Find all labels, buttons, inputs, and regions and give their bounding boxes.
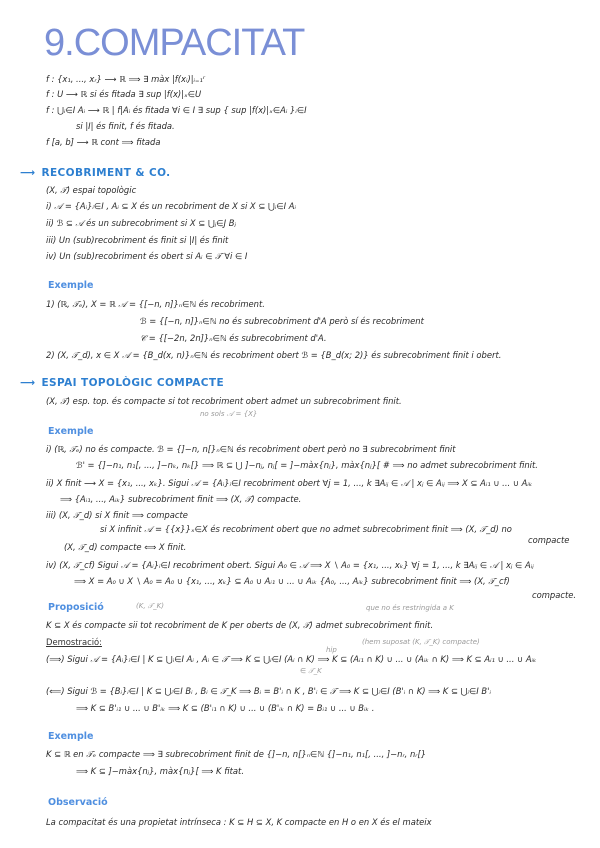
- observation-text: La compacitat és una propietat intrínseca : K ⊆ H ⊆ X, K compacte en H o en X és el mateix: [46, 817, 432, 827]
- example-line: si X infinit 𝒜 = {{x}}ₓ∈X és recobriment obert que no admet subrecobriment finit ⟹ (X, 𝒯_d) no: [100, 524, 512, 534]
- intro-line: si |I| és finit, f és fitada.: [76, 121, 175, 131]
- example-line: K ⊆ ℝ en 𝒯ₑ compacte ⟹ ∃ subrecobriment finit de {]−n, n[}ₙ∈ℕ {]−n₁, n₁[, ..., ]−nᵣ, nᵣ[}: [46, 749, 427, 759]
- example-line: compacte.: [532, 590, 577, 600]
- example-line: 1) (ℝ, 𝒯ₑ), X = ℝ 𝒜 = {[−n, n]}ₙ∈ℕ és recobriment.: [46, 299, 265, 309]
- example-line: (X, 𝒯_d) compacte ⟺ X finit.: [64, 542, 187, 552]
- example-line: ⟹ X = A₀ ∪ X ∖ A₀ = A₀ ∪ {x₁, ..., xₖ} ⊆ A₀ ∪ Aᵢ₁ ∪ ... ∪ Aᵢₖ {A₀, ..., Aᵢₖ} subrecobriment finit ⟹ (X, 𝒯_cf): [74, 576, 510, 586]
- example-line: 2) (X, 𝒯_d), x ∈ X 𝒜 = {B_d(x, n)}ₙ∈ℕ és recobriment obert ℬ = {B_d(x; 2)} és subrecobriment finit i obert.: [46, 350, 502, 360]
- page-title: 9.COMPACITAT: [44, 22, 305, 64]
- example-heading: Exemple: [48, 426, 94, 437]
- intro-line: f : {x₁, ..., xᵣ} ⟶ ℝ ⟹ ∃ màx |f(xᵢ)|ᵢ₌₁ʳ: [46, 74, 206, 84]
- example-line: ⟹ K ⊆ ]−màx{nⱼ}, màx{nⱼ}[ ⟹ K fitat.: [76, 766, 244, 776]
- arrow-icon: ⟶: [20, 377, 36, 389]
- example-line: ℬ' = {]−n₁, n₁[, ..., ]−nₖ, nₖ[} ⟹ ℝ ⊆ ⋃ ]−nⱼ, nⱼ[ = ]−màx{nⱼ}, màx{nⱼ}[ # ⟹ no admet subrecobriment finit.: [76, 460, 538, 470]
- margin-note: que no és restringida a K: [366, 604, 454, 612]
- margin-note: no sols 𝒜 = {X}: [200, 410, 258, 418]
- intro-line: f : ⋃ᵢ∈I Aᵢ ⟶ ℝ | f|Aᵢ és fitada ∀i ∈ I ∃ sup { sup |f(x)|ₓ∈Aᵢ }ᵢ∈I: [46, 105, 307, 115]
- definition-line: (X, 𝒯) espai topològic: [46, 185, 137, 195]
- section-title: ESPAI TOPOLÒGIC COMPACTE: [41, 377, 225, 389]
- example-line: iv) (X, 𝒯_cf) Sigui 𝒜 = {Aᵢ}ᵢ∈I recobriment obert. Sigui A₀ ∈ 𝒜 ⟹ X ∖ A₀ = {x₁, ..., xₖ} ∀j = 1, ..., k ∃Aᵢⱼ ∈ 𝒜 | xⱼ ∈ Aᵢⱼ: [46, 560, 534, 570]
- example-line: ⟹ {Aᵢ₁, ..., Aᵢₖ} subrecobriment finit ⟹ (X, 𝒯) compacte.: [60, 494, 302, 504]
- example-heading: Exemple: [48, 731, 94, 742]
- example-heading: Exemple: [48, 280, 94, 291]
- definition-line: iv) Un (sub)recobriment és obert si Aᵢ ∈ 𝒯 ∀i ∈ I: [46, 251, 248, 261]
- observation-heading: Observació: [48, 797, 108, 808]
- definition-line: (X, 𝒯) esp. top. és compacte si tot recobriment obert admet un subrecobriment finit.: [46, 396, 402, 406]
- example-line: compacte: [528, 535, 570, 545]
- example-line: i) (ℝ, 𝒯ₑ) no és compacte. ℬ = {]−n, n[}ₙ∈ℕ és recobriment obert però no ∃ subrecobriment finit: [46, 444, 456, 454]
- section-heading-espai-compacte: [20, 377, 224, 389]
- section-heading-recobriment: [20, 167, 171, 179]
- proof-heading: Demostració:: [46, 637, 102, 647]
- example-line: iii) (X, 𝒯_d) si X finit ⟹ compacte: [46, 510, 188, 520]
- margin-note: ∈ 𝒯_K: [300, 667, 322, 675]
- margin-note: hip: [326, 646, 337, 654]
- margin-note: (K, 𝒯_K): [136, 602, 164, 610]
- definition-line: i) 𝒜 = {Aᵢ}ᵢ∈I , Aᵢ ⊆ X és un recobriment de X si X ⊆ ⋃ᵢ∈I Aᵢ: [46, 201, 297, 211]
- intro-line: f : U ⟶ ℝ si és fitada ∃ sup |f(x)|ₓ∈U: [46, 89, 202, 99]
- proof-line: (⟸) Sigui ℬ = {Bᵢ}ᵢ∈I | K ⊆ ⋃ᵢ∈I Bᵢ , Bᵢ ∈ 𝒯_K ⟹ Bᵢ = B'ᵢ ∩ K , B'ᵢ ∈ 𝒯 ⟹ K ⊆ ⋃ᵢ∈I (B'ᵢ ∩ K) ⟹ K ⊆ ⋃ᵢ∈I B'ᵢ: [46, 686, 491, 696]
- arrow-icon: ⟶: [20, 167, 36, 179]
- proposition-heading: Proposició: [48, 602, 104, 613]
- example-line: 𝒞 = {[−2n, 2n]}ₙ∈ℕ és subrecobriment d'A.: [140, 333, 327, 343]
- definition-line: ii) ℬ ⊆ 𝒜 és un subrecobriment si X ⊆ ⋃ⱼ∈J Bⱼ: [46, 218, 236, 228]
- section-title: RECOBRIMENT & CO.: [41, 167, 171, 179]
- proposition-statement: K ⊆ X és compacte sii tot recobriment de K per oberts de (X, 𝒯) admet subrecobriment finit.: [46, 620, 434, 630]
- example-line: ℬ = {[−n, n]}ₙ∈ℕ no és subrecobriment d'A però sí és recobriment: [140, 316, 424, 326]
- proof-line: ⟹ K ⊆ B'ᵢ₁ ∪ ... ∪ B'ᵢₖ ⟹ K ⊆ (B'ᵢ₁ ∩ K) ∪ ... ∪ (B'ᵢₖ ∩ K) = Bᵢ₁ ∪ ... ∪ Bᵢₖ .: [76, 703, 375, 713]
- intro-line: f [a, b] ⟶ ℝ cont ⟹ fitada: [46, 137, 161, 147]
- definition-line: iii) Un (sub)recobriment és finit si |I| és finit: [46, 235, 229, 245]
- proof-line: (⟹) Sigui 𝒜 = {Aᵢ}ᵢ∈I | K ⊆ ⋃ᵢ∈I Aᵢ , Aᵢ ∈ 𝒯 ⟹ K ⊆ ⋃ᵢ∈I (Aᵢ ∩ K) ⟹ K ⊆ (Aᵢ₁ ∩ K) ∪ ... ∪ (Aᵢₖ ∩ K) ⟹ K ⊆ Aᵢ₁ ∪ ... ∪ Aᵢₖ: [46, 654, 537, 664]
- margin-note: (hem suposat (K, 𝒯_K) compacte): [362, 638, 480, 646]
- example-line: ii) X finit ⟶ X = {x₁, ..., xₖ}. Sigui 𝒜 = {Aᵢ}ᵢ∈I recobriment obert ∀j = 1, ..., k ∃Aᵢⱼ ∈ 𝒜 | xⱼ ∈ Aᵢⱼ ⟹ X ⊆ Aᵢ₁ ∪ ... ∪ Aᵢₖ: [46, 478, 533, 488]
